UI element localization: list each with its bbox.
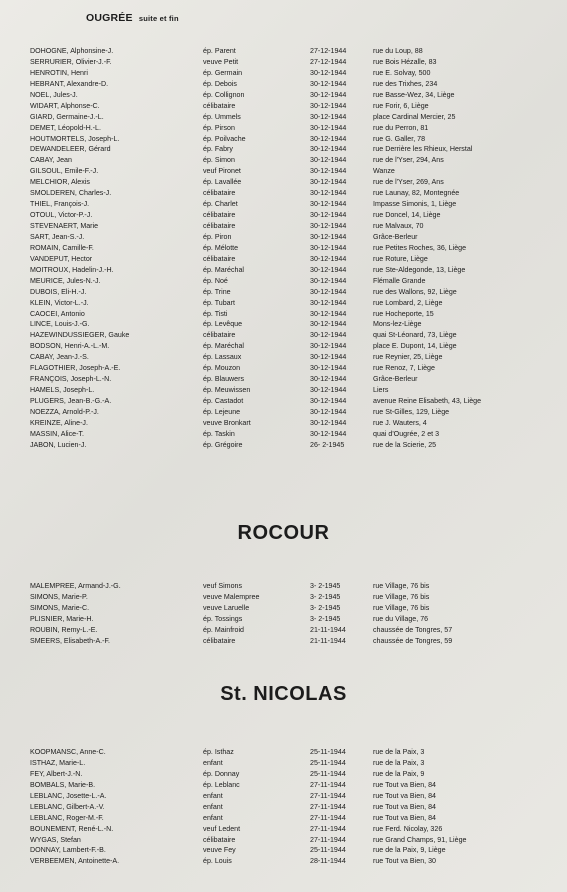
entry-address: rue de la Paix, 9, Liège <box>373 846 446 855</box>
entry-address: rue des Trixhes, 234 <box>373 79 438 88</box>
list-item <box>0 429 567 440</box>
entry-status: ép. Isthaz <box>203 748 234 756</box>
entry-name: GILSOUL, Emile-F.-J. <box>30 167 99 176</box>
entry-name: ISTHAZ, Marie-L. <box>30 758 86 767</box>
list-item <box>0 210 567 221</box>
entry-name: LINCE, Louis-J.-G. <box>30 320 90 329</box>
entry-date: 21-11-1944 <box>310 636 346 645</box>
entry-address: rue G. Galler, 78 <box>373 134 426 143</box>
entry-name: BODSON, Henri-A.-L.-M. <box>30 342 110 351</box>
list-item <box>0 418 567 429</box>
entry-name: DEMET, Léopold-H.-L. <box>30 123 101 132</box>
entry-name: DOHOGNE, Alphonsine-J. <box>30 47 114 55</box>
entry-name: HENROTIN, Henri <box>30 68 88 77</box>
section-heading-ougree <box>86 12 179 24</box>
entry-status: ép. Louis <box>203 857 232 866</box>
entry-status: ép. Poilvache <box>203 134 246 143</box>
entry-address: rue J. Wauters, 4 <box>373 418 427 427</box>
list-item <box>0 57 567 68</box>
entry-date: 25-11-1944 <box>310 748 346 756</box>
entry-date: 30-12-1944 <box>310 342 347 351</box>
entry-name: PLISNIER, Marie-H. <box>30 614 94 623</box>
entry-date: 30-12-1944 <box>310 211 347 220</box>
list-item <box>0 254 567 265</box>
entry-date: 25-11-1944 <box>310 769 346 778</box>
entry-status: ép. Donnay <box>203 769 240 778</box>
list-item <box>0 374 567 385</box>
list-item <box>0 407 567 418</box>
entry-address: rue Bois Hézalle, 83 <box>373 57 437 66</box>
entry-address: Liers <box>373 386 389 395</box>
entry-date: 30-12-1944 <box>310 254 347 263</box>
entry-address: rue Doncel, 14, Liège <box>373 211 441 220</box>
list-item <box>0 134 567 145</box>
entry-name: HAMELS, Joseph-L. <box>30 386 95 395</box>
entry-date: 30-12-1944 <box>310 298 347 307</box>
entry-status: ép. Tossings <box>203 614 243 623</box>
st-nicolas-entries <box>0 747 567 867</box>
entry-address: rue Tout va Bien, 84 <box>373 813 436 822</box>
entry-name: DONNAY, Lambert-F.-B. <box>30 846 106 855</box>
entry-date: 3- 2-1945 <box>310 582 341 590</box>
entry-status: ép. Fabry <box>203 145 233 154</box>
list-item <box>0 780 567 791</box>
entry-status: ép. Blauwers <box>203 375 245 384</box>
entry-address: rue Roture, Liège <box>373 254 428 263</box>
entry-address: rue Grand Champs, 91, Liège <box>373 835 467 844</box>
entry-date: 30-12-1944 <box>310 353 347 362</box>
entry-name: DUBOIS, Eli-H.-J. <box>30 287 87 296</box>
entry-name: SERRURIER, Olivier-J.-F. <box>30 57 112 66</box>
entry-name: CABAY, Jean-J.-S. <box>30 353 89 362</box>
entry-status: ép. Castadot <box>203 397 244 405</box>
entry-address: rue Renoz, 7, Liège <box>373 364 435 373</box>
list-item <box>0 287 567 298</box>
entry-address: rue St-Gilles, 129, Liège <box>373 407 450 416</box>
entry-name: SART, Jean-S.-J. <box>30 232 85 241</box>
entry-address: place Cardinal Mercier, 25 <box>373 112 456 121</box>
entry-status: ép. Pirson <box>203 123 235 132</box>
list-item <box>0 440 567 451</box>
entry-name: STEVENAERT, Marie <box>30 222 99 230</box>
list-item <box>0 330 567 341</box>
list-item <box>0 614 567 625</box>
entry-date: 3- 2-1945 <box>310 603 341 612</box>
section-heading-st-nicolas: St. NICOLAS <box>220 683 347 705</box>
entry-date: 30-12-1944 <box>310 407 347 416</box>
entry-address: chaussée de Tongres, 57 <box>373 625 453 634</box>
entry-date: 30-12-1944 <box>310 178 347 187</box>
entry-name: HEBRANT, Alexandre-D. <box>30 79 109 88</box>
entry-name: LEBLANC, Roger-M.-F. <box>30 813 104 822</box>
entry-date: 30-12-1944 <box>310 134 347 143</box>
entry-address: Impasse Simonis, 1, Liège <box>373 200 457 209</box>
entry-address: avenue Reine Elisabeth, 43, Liège <box>373 397 482 405</box>
entry-address: Wanze <box>373 167 395 176</box>
entry-status: ép. Grégoire <box>203 440 243 449</box>
entry-address: rue Tout va Bien, 84 <box>373 802 436 811</box>
entry-status: ép. Maréchal <box>203 265 245 274</box>
ougree-entries <box>0 46 567 451</box>
entry-status: ép. Germain <box>203 68 243 77</box>
entry-date: 30-12-1944 <box>310 276 347 285</box>
entry-date: 30-12-1944 <box>310 200 347 209</box>
entry-name: FRANÇOIS, Joseph-L.-N. <box>30 375 112 384</box>
list-item <box>0 813 567 824</box>
entry-status: ép. Mainfroid <box>203 625 245 634</box>
list-item <box>0 79 567 90</box>
entry-name: CAOCEI, Antonio <box>30 309 85 318</box>
list-item <box>0 625 567 636</box>
entry-status: ép. Charlet <box>203 200 238 209</box>
entry-address: Grâce-Berleur <box>373 232 418 241</box>
entry-date: 30-12-1944 <box>310 79 347 88</box>
entry-name: BOMBALS, Marie-B. <box>30 780 96 789</box>
entry-name: FEY, Albert-J.-N. <box>30 769 83 778</box>
entry-address: rue Reynier, 25, Liège <box>373 353 443 362</box>
list-item <box>0 309 567 320</box>
list-item <box>0 177 567 188</box>
entry-status: veuve Fey <box>203 846 236 855</box>
entry-name: GIARD, Germaine-J.-L. <box>30 112 104 121</box>
entry-name: MOITROUX, Hadelin-J.-H. <box>30 265 114 274</box>
entry-date: 30-12-1944 <box>310 429 347 438</box>
list-item <box>0 123 567 134</box>
entry-name: HOUTMORTELS, Joseph-L. <box>30 134 120 143</box>
entry-address: rue de l'Yser, 269, Ans <box>373 178 444 187</box>
section-heading-rocour: ROCOUR <box>237 522 330 544</box>
entry-date: 27-12-1944 <box>310 47 347 55</box>
list-item <box>0 188 567 199</box>
entry-status: enfant <box>203 813 223 822</box>
entry-name: MELCHIOR, Alexis <box>30 178 90 187</box>
entry-date: 30-12-1944 <box>310 145 347 154</box>
entry-date: 30-12-1944 <box>310 232 347 241</box>
entry-status: célibataire <box>203 211 236 220</box>
entry-address: rue Hocheporte, 15 <box>373 309 434 318</box>
entry-name: WYGAS, Stefan <box>30 835 81 844</box>
entry-status: ép. Tubart <box>203 298 235 307</box>
entry-address: rue Tout va Bien, 84 <box>373 791 436 800</box>
entry-date: 30-12-1944 <box>310 189 347 198</box>
entry-date: 27-12-1944 <box>310 57 347 66</box>
entry-status: célibataire <box>203 636 236 645</box>
entry-date: 28-11-1944 <box>310 857 346 866</box>
entry-address: rue Petites Roches, 36, Liège <box>373 243 467 252</box>
entry-address: rue de la Scierie, 25 <box>373 440 437 449</box>
entry-date: 30-12-1944 <box>310 68 347 77</box>
entry-name: SIMONS, Marie-P. <box>30 592 88 601</box>
entry-address: place E. Dupont, 14, Liège <box>373 342 457 351</box>
entry-name: OTOUL, Victor-P.-J. <box>30 211 93 220</box>
entry-date: 27-11-1944 <box>310 813 346 822</box>
entry-address: rue Ste-Aldegonde, 13, Liège <box>373 265 466 274</box>
entry-date: 30-12-1944 <box>310 386 347 395</box>
list-item <box>0 802 567 813</box>
entry-name: MASSIN, Alice-T. <box>30 429 85 438</box>
entry-name: WIDART, Alphonse-C. <box>30 101 100 110</box>
list-item <box>0 112 567 123</box>
list-item <box>0 90 567 101</box>
entry-name: MEURICE, Jules-N.-J. <box>30 276 101 285</box>
entry-date: 30-12-1944 <box>310 123 347 132</box>
section-heading-ougree-suffix: suite et fin <box>138 14 179 23</box>
entry-address: rue E. Solvay, 500 <box>373 68 431 77</box>
list-item <box>0 243 567 254</box>
list-item <box>0 396 567 407</box>
entry-address: Grâce-Berleur <box>373 375 418 384</box>
entry-address: rue de la Paix, 3 <box>373 748 425 756</box>
entry-name: HAZEWINDUSSIEGER, Gauke <box>30 331 130 340</box>
entry-name: JABON, Lucien-J. <box>30 440 87 449</box>
list-item <box>0 856 567 867</box>
list-item <box>0 747 567 758</box>
entry-address: quai d'Ougrée, 2 et 3 <box>373 429 440 438</box>
entry-address: rue Derrière les Rhieux, Herstal <box>373 145 473 154</box>
entry-name: KOOPMANSC, Anne-C. <box>30 748 106 756</box>
entry-status: ép. Noé <box>203 276 228 285</box>
entry-date: 21-11-1944 <box>310 625 346 634</box>
entry-address: rue Basse-Wez, 34, Liège <box>373 90 455 99</box>
entry-status: célibataire <box>203 331 236 340</box>
entry-date: 3- 2-1945 <box>310 592 341 601</box>
entry-address: rue Village, 76 bis <box>373 582 430 590</box>
entry-name: VANDEPUT, Hector <box>30 254 93 263</box>
entry-status: ép. Lavallée <box>203 178 242 187</box>
entry-status: ép. Parent <box>203 47 236 55</box>
entry-name: KREINZE, Aline-J. <box>30 418 88 427</box>
entry-date: 30-12-1944 <box>310 418 347 427</box>
entry-status: veuve Petit <box>203 57 239 66</box>
entry-name: CABAY, Jean <box>30 156 72 165</box>
entry-name: NOEZZA, Arnold-P.-J. <box>30 407 99 416</box>
entry-date: 30-12-1944 <box>310 112 347 121</box>
list-item <box>0 276 567 287</box>
list-item <box>0 101 567 112</box>
entry-status: ép. Mouzon <box>203 364 241 373</box>
list-item <box>0 341 567 352</box>
entry-status: enfant <box>203 758 223 767</box>
entry-address: rue Launay, 82, Montegnée <box>373 189 460 198</box>
entry-address: rue de l'Yser, 294, Ans <box>373 156 444 165</box>
list-item <box>0 581 567 592</box>
entry-status: veuf Simons <box>203 582 243 590</box>
entry-address: rue Ferd. Nicolay, 326 <box>373 824 443 833</box>
entry-date: 27-11-1944 <box>310 802 346 811</box>
entry-address: rue de la Paix, 3 <box>373 758 425 767</box>
entry-address: rue de la Paix, 9 <box>373 769 425 778</box>
entry-date: 27-11-1944 <box>310 835 346 844</box>
entry-name: PLUGERS, Jean-B.-G.-A. <box>30 397 112 405</box>
entry-date: 30-12-1944 <box>310 309 347 318</box>
entry-address: rue Forir, 6, Liège <box>373 101 429 110</box>
list-item <box>0 199 567 210</box>
entry-status: célibataire <box>203 254 236 263</box>
list-item <box>0 758 567 769</box>
entry-status: célibataire <box>203 835 236 844</box>
entry-name: VERBEEMEN, Antoinette-A. <box>30 857 120 866</box>
entry-name: MALEMPREE, Armand-J.-G. <box>30 582 121 590</box>
entry-status: célibataire <box>203 222 236 230</box>
entry-name: DEWANDELEER, Gérard <box>30 145 111 154</box>
list-item <box>0 769 567 780</box>
entry-status: ép. Piron <box>203 232 232 241</box>
list-item <box>0 232 567 243</box>
entry-name: ROUBIN, Remy-L.-E. <box>30 625 98 634</box>
entry-date: 30-12-1944 <box>310 167 347 176</box>
entry-status: ép. Lassaux <box>203 353 242 362</box>
entry-address: rue du Village, 76 <box>373 614 429 623</box>
entry-status: ép. Ummels <box>203 112 241 121</box>
entry-address: quai St-Léonard, 73, Liège <box>373 331 457 340</box>
entry-name: SIMONS, Marie-C. <box>30 603 90 612</box>
entry-status: ép. Lejeune <box>203 407 241 416</box>
entry-address: rue Lombard, 2, Liège <box>373 298 443 307</box>
list-item <box>0 46 567 57</box>
entry-date: 30-12-1944 <box>310 375 347 384</box>
entry-address: rue Malvaux, 70 <box>373 222 424 230</box>
entry-status: ép. Debois <box>203 79 237 88</box>
list-item <box>0 592 567 603</box>
list-item <box>0 221 567 232</box>
entry-date: 30-12-1944 <box>310 320 347 329</box>
entry-date: 26- 2-1945 <box>310 440 345 449</box>
entry-date: 30-12-1944 <box>310 90 347 99</box>
entry-status: ép. Meuwissen <box>203 386 251 395</box>
rocour-entries <box>0 581 567 647</box>
list-item <box>0 845 567 856</box>
entry-status: veuve Malempree <box>203 592 260 601</box>
list-item <box>0 155 567 166</box>
entry-address: rue du Perron, 81 <box>373 123 429 132</box>
entry-status: ép. Maréchal <box>203 342 245 351</box>
entry-status: ép. Collignon <box>203 90 245 99</box>
list-item <box>0 166 567 177</box>
entry-date: 30-12-1944 <box>310 243 347 252</box>
entry-name: KLEIN, Victor-L.-J. <box>30 298 89 307</box>
list-item <box>0 319 567 330</box>
entry-status: célibataire <box>203 189 236 198</box>
entry-date: 30-12-1944 <box>310 265 347 274</box>
entry-status: ép. Tisti <box>203 309 228 318</box>
entry-date: 30-12-1944 <box>310 364 347 373</box>
list-item <box>0 385 567 396</box>
list-item <box>0 265 567 276</box>
list-item <box>0 68 567 79</box>
entry-date: 30-12-1944 <box>310 287 347 296</box>
entry-date: 25-11-1944 <box>310 758 346 767</box>
entry-date: 30-12-1944 <box>310 222 347 230</box>
entry-date: 27-11-1944 <box>310 824 346 833</box>
entry-date: 30-12-1944 <box>310 101 347 110</box>
entry-name: LEBLANC, Gilbert-A.-V. <box>30 802 105 811</box>
entry-address: Flémalle Grande <box>373 276 426 285</box>
entry-status: veuf Ledent <box>203 824 241 833</box>
entry-status: ép. Mélotte <box>203 243 239 252</box>
list-item <box>0 824 567 835</box>
list-item <box>0 352 567 363</box>
section-heading-ougree-title: OUGRÉE <box>86 12 133 24</box>
entry-status: ép. Trine <box>203 287 231 296</box>
entry-name: SMOLDEREN, Charles-J. <box>30 189 112 198</box>
entry-address: Mons-lez-Liège <box>373 320 422 329</box>
entry-status: enfant <box>203 791 223 800</box>
entry-status: veuf Pironet <box>203 167 241 176</box>
entry-date: 27-11-1944 <box>310 780 346 789</box>
list-item <box>0 603 567 614</box>
list-item <box>0 363 567 374</box>
entry-address: rue Village, 76 bis <box>373 603 430 612</box>
entry-status: enfant <box>203 802 223 811</box>
list-item <box>0 791 567 802</box>
entry-status: veuve Bronkart <box>203 418 251 427</box>
entry-date: 27-11-1944 <box>310 791 346 800</box>
list-item <box>0 636 567 647</box>
entry-status: célibataire <box>203 101 236 110</box>
entry-address: rue Village, 76 bis <box>373 592 430 601</box>
entry-name: NOEL, Jules-J. <box>30 90 78 99</box>
entry-date: 30-12-1944 <box>310 156 347 165</box>
entry-address: rue Tout va Bien, 84 <box>373 780 436 789</box>
list-item <box>0 298 567 309</box>
entry-date: 30-12-1944 <box>310 331 347 340</box>
entry-name: ROMAIN, Camille-F. <box>30 243 94 252</box>
list-item <box>0 835 567 846</box>
entry-status: ép. Levêque <box>203 320 243 329</box>
entry-status: veuve Laruelle <box>203 603 250 612</box>
entry-address: rue des Wallons, 92, Liège <box>373 287 457 296</box>
entry-name: LEBLANC, Josette-L.-A. <box>30 791 107 800</box>
entry-date: 25-11-1944 <box>310 846 346 855</box>
entry-status: ép. Taskin <box>203 429 235 438</box>
entry-address: rue du Loup, 88 <box>373 47 423 55</box>
entry-address: chaussée de Tongres, 59 <box>373 636 453 645</box>
entry-name: THIEL, François-J. <box>30 200 90 209</box>
entry-status: ép. Leblanc <box>203 780 240 789</box>
entry-name: FLAGOTHIER, Joseph-A.-E. <box>30 364 121 373</box>
list-item <box>0 144 567 155</box>
entry-date: 3- 2-1945 <box>310 614 341 623</box>
entry-name: SMEERS, Elisabeth-A.-F. <box>30 636 111 645</box>
entry-address: rue Tout va Bien, 30 <box>373 857 436 866</box>
entry-name: BOUNEMENT, René-L.-N. <box>30 824 114 833</box>
entry-status: ép. Simon <box>203 156 235 165</box>
entry-date: 30-12-1944 <box>310 397 347 405</box>
